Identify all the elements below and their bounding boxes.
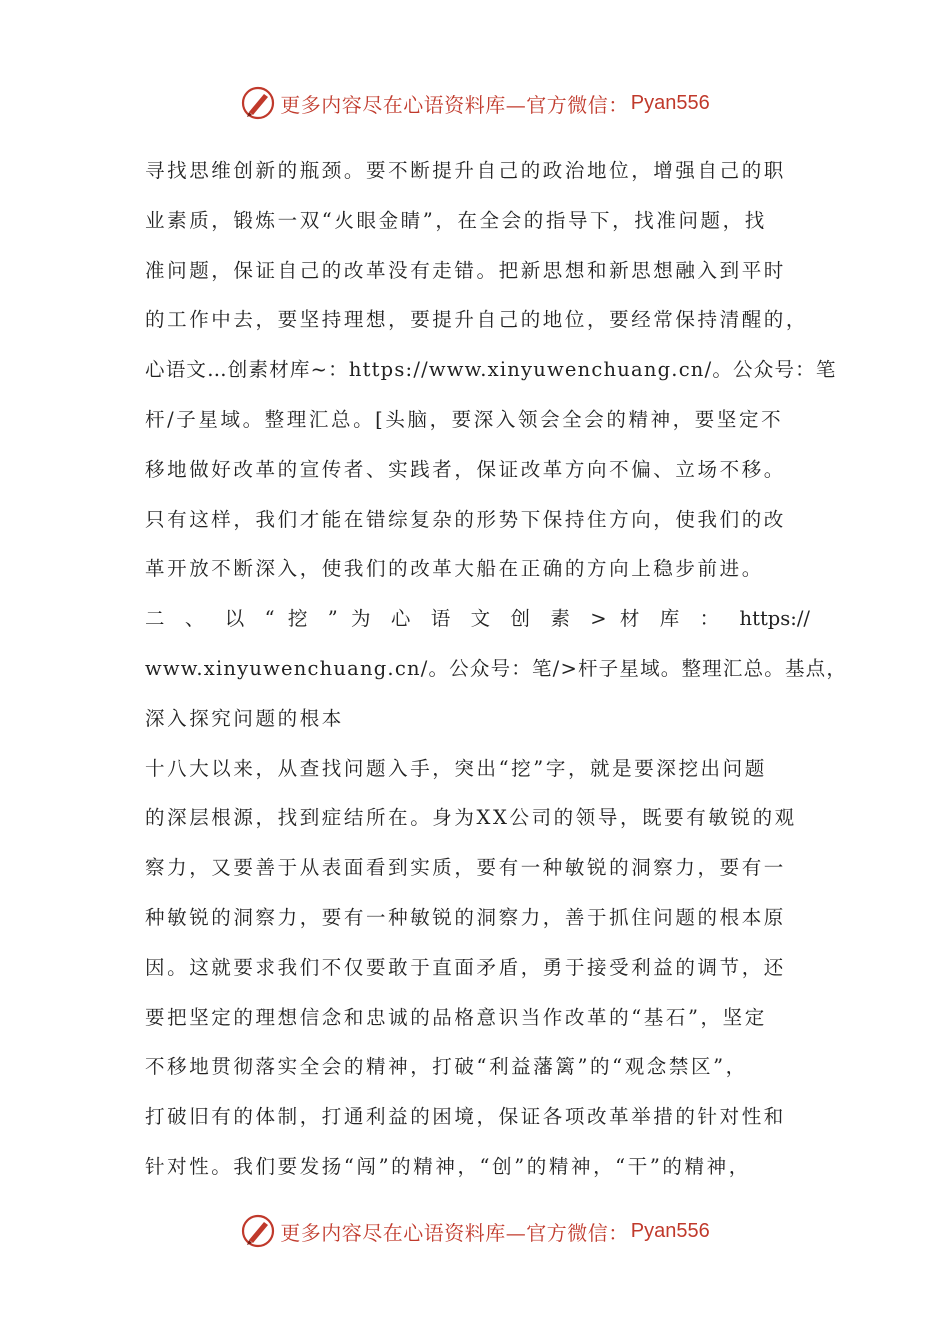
body-line: 准问题，保证自己的改革没有走错。把新思想和新思想融入到平时	[145, 258, 786, 282]
body-line: 不移地贯彻落实全会的精神，打破“利益藩篱”的“观念禁区”，	[145, 1055, 748, 1079]
body-line: 只有这样，我们才能在错综复杂的形势下保持住方向，使我们的改	[145, 507, 786, 531]
pen-logo-icon	[240, 85, 276, 121]
body-line: 要把坚定的理想信念和忠诚的品格意识当作改革的“基石”，坚定	[145, 1005, 767, 1029]
body-line: 心语文…创素材库~：https://www.xinyuwenchuang.cn/。公众号：笔	[145, 358, 837, 382]
pen-logo-icon	[240, 1213, 276, 1249]
body-line: 打破旧有的体制，打通利益的困境，保证各项改革举措的针对性和	[145, 1105, 786, 1129]
body-line: 革开放不断深入，使我们的改革大船在正确的方向上稳步前进。	[145, 557, 764, 581]
section-heading-line: 二 、 以 “ 挖 ” 为 心 语 文 创 素 > 材 库 ： https://	[145, 607, 810, 631]
body-line: 的深层根源，找到症结所在。身为XX公司的领导，既要有敏锐的观	[145, 806, 797, 830]
footer-wechat-id: Pyan556	[630, 1219, 710, 1242]
body-line: 因。这就要求我们不仅要敢于直面矛盾，勇于接受利益的调节，还	[145, 955, 786, 979]
body-line: 针对性。我们要发扬“闯”的精神，“创”的精神，“干”的精神，	[145, 1154, 751, 1178]
body-line: 业素质，锻炼一双“火眼金睛”，在全会的指导下，找准问题，找	[145, 208, 767, 232]
header-wechat-id: Pyan556	[630, 91, 710, 114]
body-line: 种敏锐的洞察力，要有一种敏锐的洞察力，善于抓住问题的根本原	[145, 905, 786, 929]
section-heading-line: 深入探究问题的根本	[145, 706, 344, 730]
header-banner	[0, 83, 950, 123]
body-line: 的工作中去，要坚持理想，要提升自己的地位，要经常保持清醒的，	[145, 308, 809, 332]
body-line: 移地做好改革的宣传者、实践者，保证改革方向不偏、立场不移。	[145, 457, 786, 481]
body-line: 寻找思维创新的瓶颈。要不断提升自己的政治地位，增强自己的职	[145, 159, 786, 182]
body-line: 杆/子星域。整理汇总。[头脑，要深入领会全会的精神，要坚定不	[145, 407, 784, 431]
footer-banner-text: 更多内容尽在心语资料库—官方微信：	[280, 1220, 629, 1245]
body-line: 十八大以来，从查找问题入手，突出“挖”字，就是要深挖出问题	[145, 756, 767, 780]
body-line: 察力，又要善于从表面看到实质，要有一种敏锐的洞察力，要有一	[145, 856, 786, 880]
header-banner-text: 更多内容尽在心语资料库—官方微信：	[280, 92, 629, 117]
footer-banner	[0, 1211, 950, 1251]
section-heading-line: www.xinyuwenchuang.cn/。公众号：笔/>杆子星域。整理汇总。基点，	[145, 656, 848, 680]
document-body	[145, 146, 848, 1192]
